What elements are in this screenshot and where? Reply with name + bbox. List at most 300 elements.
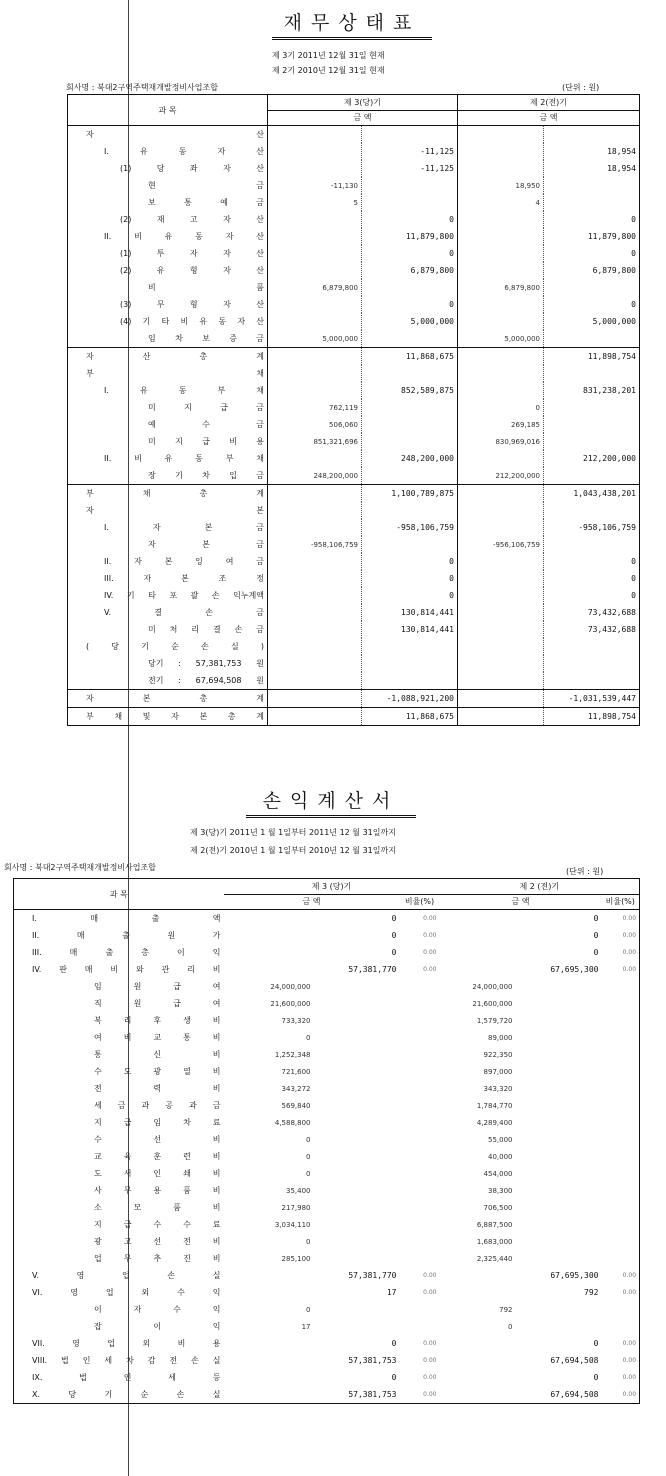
- is-prior-amount: 0: [593, 931, 599, 940]
- income-statement-title: 손익계산서: [246, 786, 416, 818]
- bs-prior-detail: -956,106,759: [458, 536, 544, 553]
- bs-prior-detail: [458, 262, 544, 279]
- bs-prior-detail: 269,185: [458, 416, 544, 433]
- bs-current-detail: -958,106,759: [268, 536, 362, 553]
- bs-current-detail: [268, 502, 362, 519]
- is-current-detail: 569,840: [281, 1101, 311, 1110]
- is-current-ratio: [400, 1029, 440, 1046]
- is-prior-detail: [440, 1386, 516, 1404]
- bs-account-name: 자 산: [86, 130, 264, 139]
- bs-row: [68, 553, 640, 570]
- is-prior-ratio: [602, 1216, 640, 1233]
- is-current-amount: [314, 1012, 400, 1029]
- bs-current-detail: [268, 348, 362, 366]
- bs-current-detail: [268, 587, 362, 604]
- bs-prior-detail: [458, 485, 544, 503]
- bs-row: [68, 502, 640, 519]
- bs-row: [68, 126, 640, 144]
- income-statement-table: [13, 878, 640, 1404]
- bs-prior-amount: 831,238,201: [544, 382, 640, 399]
- is-prior-detail: 922,350: [483, 1050, 513, 1059]
- bs-prior-detail: [458, 519, 544, 536]
- is-account-name: 통 신 비: [94, 1050, 221, 1059]
- is-current-detail: 4,588,800: [274, 1118, 311, 1127]
- bs-row: [68, 211, 640, 228]
- is-prior-ratio: [602, 1182, 640, 1199]
- is-current-detail: [224, 1369, 314, 1386]
- is-prior-amount: [516, 1318, 602, 1335]
- bs-account-name: 자 산 총 계: [86, 352, 264, 361]
- bs-current-amount: [362, 330, 458, 348]
- is-current-ratio: 0.00: [423, 915, 437, 922]
- is-current-ratio: [400, 1063, 440, 1080]
- is-current-ratio: [400, 978, 440, 995]
- is-prior-detail: 38,300: [488, 1186, 513, 1195]
- is-current-ratio: [400, 1216, 440, 1233]
- is-header-row: [14, 879, 640, 895]
- is-account-name: 교 육 훈 련 비: [94, 1152, 221, 1161]
- bs-prior-detail: 18,950: [458, 177, 544, 194]
- bs-account-name: 미 지 급 비 용: [148, 437, 264, 446]
- bs-current-amount: 11,868,675: [362, 348, 458, 366]
- bs-account-name: 비 품: [148, 283, 264, 292]
- bs-current-amount: 130,814,441: [362, 604, 458, 621]
- bs-row: [68, 245, 640, 262]
- is-current-ratio: [400, 1097, 440, 1114]
- is-prior-detail: [440, 1335, 516, 1352]
- is-current-detail: 21,600,000: [270, 999, 311, 1008]
- is-current-amount: [314, 978, 400, 995]
- is-header-account: 과 목: [14, 879, 224, 910]
- is-prior-amount: 67,695,300: [550, 1271, 599, 1280]
- bs-current-amount: [362, 279, 458, 296]
- is-prior-detail: 343,320: [483, 1084, 513, 1093]
- is-account-name: III. 매 출 총 이 익: [32, 948, 221, 957]
- is-row: [14, 1335, 640, 1352]
- is-prior-amount: [516, 1233, 602, 1250]
- balance-sheet-table: [67, 94, 640, 726]
- bs-row: [68, 279, 640, 296]
- bs-current-detail: [268, 313, 362, 330]
- bs-prior-amount: 0: [544, 296, 640, 313]
- is-current-ratio: [400, 1301, 440, 1318]
- is-period-prior: 제 2(전)기 2010년 1 월 1일부터 2010년 12 월 31일까지: [190, 846, 396, 855]
- is-account-name: II. 매 출 원 가: [32, 931, 221, 940]
- bs-prior-amount: [544, 399, 640, 416]
- bs-row: [68, 399, 640, 416]
- bs-header-current: 제 3(당)기: [268, 95, 458, 111]
- is-current-ratio: [400, 1233, 440, 1250]
- is-current-amount: 0: [391, 1373, 397, 1382]
- bs-account-name: 부 채 및 자 본 총 계: [86, 712, 264, 721]
- is-current-ratio: [400, 1080, 440, 1097]
- bs-prior-detail: 0: [458, 399, 544, 416]
- bs-prior-amount: -958,106,759: [544, 519, 640, 536]
- is-prior-amount: [516, 1097, 602, 1114]
- is-current-ratio: [400, 1114, 440, 1131]
- is-prior-amount: [516, 1114, 602, 1131]
- bs-prior-amount: 5,000,000: [544, 313, 640, 330]
- is-account-name: 소 모 품 비: [94, 1203, 221, 1212]
- is-company-name: 회사명 : 북대2구역주택재개발정비사업조합: [4, 863, 156, 872]
- bs-row: [68, 365, 640, 382]
- is-current-amount: [314, 1080, 400, 1097]
- is-current-detail: 3,034,110: [274, 1220, 311, 1229]
- bs-current-detail: [268, 553, 362, 570]
- bs-prior-amount: [544, 433, 640, 450]
- is-prior-ratio: [602, 1233, 640, 1250]
- bs-row: [68, 143, 640, 160]
- is-prior-ratio: 0.00: [622, 949, 637, 956]
- bs-prior-amount: 18,954: [544, 143, 640, 160]
- is-row: [14, 1301, 640, 1318]
- is-current-amount: 57,381,770: [348, 965, 397, 974]
- is-prior-detail: 1,784,770: [476, 1101, 513, 1110]
- is-prior-amount: [516, 1029, 602, 1046]
- bs-current-detail: [268, 296, 362, 313]
- bs-prior-amount: [544, 416, 640, 433]
- bs-current-amount: [362, 502, 458, 519]
- bs-account-name: 자 본 총 계: [86, 694, 264, 703]
- is-prior-amount: [516, 1165, 602, 1182]
- is-prior-ratio: [602, 1199, 640, 1216]
- is-current-detail: [224, 1267, 314, 1284]
- is-row: [14, 1386, 640, 1404]
- bs-current-detail: [268, 570, 362, 587]
- is-current-amount: [314, 1114, 400, 1131]
- is-prior-detail: 706,500: [483, 1203, 513, 1212]
- bs-current-amount: [362, 416, 458, 433]
- bs-prior-amount: [544, 638, 640, 655]
- bs-period-current: 제 3기 2011년 12월 31일 현재: [272, 51, 385, 60]
- bs-account-name: 예 수 금: [148, 420, 264, 429]
- bs-row: [68, 604, 640, 621]
- is-current-ratio: [400, 1182, 440, 1199]
- bs-prior-detail: [458, 245, 544, 262]
- is-prior-amount: 67,695,300: [550, 965, 599, 974]
- bs-row: [68, 416, 640, 433]
- is-prior-ratio: [602, 1029, 640, 1046]
- is-row: [14, 1233, 640, 1250]
- is-current-ratio: 0.00: [423, 966, 437, 973]
- is-prior-detail: 1,579,720: [476, 1016, 513, 1025]
- is-prior-detail: 792: [499, 1305, 513, 1314]
- bs-account-name: 전기 : 67,694,508 원: [148, 676, 264, 685]
- bs-row: [68, 655, 640, 672]
- bs-account-name: (2) 재 고 자 산: [120, 215, 264, 224]
- is-prior-ratio: 0.00: [622, 1289, 637, 1296]
- bs-current-detail: [268, 485, 362, 503]
- bs-account-name: II. 비 유 동 부 채: [104, 454, 264, 463]
- is-prior-detail: 24,000,000: [472, 982, 513, 991]
- bs-account-name: 장 기 차 입 금: [148, 471, 264, 480]
- is-current-ratio: 0.00: [423, 932, 437, 939]
- bs-account-name: (2) 유 형 자 산: [120, 266, 264, 275]
- is-current-ratio: 0.00: [423, 1272, 437, 1279]
- bs-current-detail: [268, 365, 362, 382]
- bs-unit: (단위 : 원): [562, 83, 600, 92]
- bs-current-detail: [268, 519, 362, 536]
- is-prior-ratio: [602, 1046, 640, 1063]
- is-current-detail: [224, 944, 314, 961]
- bs-current-amount: -958,106,759: [362, 519, 458, 536]
- is-row: [14, 1148, 640, 1165]
- bs-prior-detail: [458, 638, 544, 655]
- is-prior-detail: 2,325,440: [476, 1254, 513, 1263]
- is-prior-detail: [440, 944, 516, 961]
- is-current-amount: [314, 1165, 400, 1182]
- is-row: [14, 1063, 640, 1080]
- bs-account-name: 당기 : 57,381,753 원: [148, 659, 264, 668]
- bs-account-name: (4) 기 타 비 유 동 자 산: [120, 317, 264, 326]
- is-prior-detail: [440, 1369, 516, 1386]
- is-row: [14, 1131, 640, 1148]
- bs-prior-amount: [544, 536, 640, 553]
- is-prior-ratio: [602, 1301, 640, 1318]
- bs-prior-amount: 11,898,754: [544, 708, 640, 726]
- bs-header-current-amount: 금 액: [268, 110, 458, 126]
- is-prior-detail: 21,600,000: [472, 999, 513, 1008]
- is-prior-ratio: [602, 1080, 640, 1097]
- is-row: [14, 1165, 640, 1182]
- bs-row: [68, 330, 640, 348]
- is-row: [14, 944, 640, 961]
- is-prior-amount: 792: [584, 1288, 599, 1297]
- is-prior-amount: [516, 1199, 602, 1216]
- bs-row: [68, 313, 640, 330]
- is-account-name: VIII. 법 인 세 차 감 전 손 실: [32, 1356, 221, 1365]
- bs-row: [68, 570, 640, 587]
- bs-account-name: V. 결 손 금: [104, 608, 264, 617]
- is-prior-detail: [440, 910, 516, 928]
- is-prior-ratio: [602, 1131, 640, 1148]
- is-prior-detail: 40,000: [488, 1152, 513, 1161]
- is-prior-detail: 89,000: [488, 1033, 513, 1042]
- bs-account-name: 미 지 급 금: [148, 403, 264, 412]
- bs-row: [68, 382, 640, 399]
- is-row: [14, 1114, 640, 1131]
- bs-current-detail: [268, 690, 362, 708]
- bs-row: [68, 177, 640, 194]
- is-prior-amount: 0: [593, 914, 599, 923]
- is-current-ratio: 0.00: [423, 1357, 437, 1364]
- is-prior-ratio: [602, 1063, 640, 1080]
- bs-row: [68, 485, 640, 503]
- bs-prior-detail: [458, 126, 544, 144]
- is-current-ratio: [400, 1165, 440, 1182]
- is-prior-detail: 6,887,500: [476, 1220, 513, 1229]
- is-current-ratio: 0.00: [423, 1289, 437, 1296]
- bs-prior-amount: 73,432,688: [544, 621, 640, 638]
- is-prior-amount: [516, 1063, 602, 1080]
- is-account-name: 복 리 후 생 비: [94, 1016, 221, 1025]
- bs-current-amount: 0: [362, 245, 458, 262]
- is-account-name: 세 금 과 공 과 금: [94, 1101, 221, 1110]
- bs-row: [68, 467, 640, 485]
- is-current-amount: [314, 1216, 400, 1233]
- is-prior-amount: 67,694,508: [550, 1390, 599, 1399]
- bs-prior-amount: [544, 365, 640, 382]
- bs-current-detail: 5: [268, 194, 362, 211]
- is-account-name: VI. 영 업 외 수 익: [32, 1288, 221, 1297]
- is-current-amount: [314, 1148, 400, 1165]
- is-account-name: X. 당 기 순 손 실: [32, 1390, 221, 1399]
- is-current-ratio: [400, 1046, 440, 1063]
- is-row: [14, 1318, 640, 1335]
- bs-prior-amount: 73,432,688: [544, 604, 640, 621]
- is-current-amount: [314, 1029, 400, 1046]
- bs-current-amount: -11,125: [362, 143, 458, 160]
- balance-sheet-title: 재무상태표: [272, 8, 432, 40]
- bs-row: [68, 519, 640, 536]
- is-row: [14, 1029, 640, 1046]
- bs-current-detail: [268, 382, 362, 399]
- is-current-detail: [224, 1335, 314, 1352]
- is-prior-amount: [516, 1012, 602, 1029]
- is-prior-ratio: 0.00: [622, 1391, 637, 1398]
- is-row: [14, 1199, 640, 1216]
- bs-current-amount: 0: [362, 211, 458, 228]
- bs-account-name: 미 처 리 결 손 금: [148, 625, 264, 634]
- is-prior-detail: [440, 1284, 516, 1301]
- bs-prior-detail: [458, 553, 544, 570]
- is-period-current: 제 3(당)기 2011년 1 월 1일부터 2011년 12 월 31일까지: [190, 828, 396, 837]
- bs-prior-amount: 1,043,438,201: [544, 485, 640, 503]
- is-current-detail: 17: [301, 1322, 311, 1331]
- is-row: [14, 978, 640, 995]
- is-prior-detail: [440, 927, 516, 944]
- is-account-name: 지 급 수 수 료: [94, 1220, 221, 1229]
- is-prior-ratio: 0.00: [622, 915, 637, 922]
- is-unit: (단위 : 원): [566, 867, 604, 876]
- bs-account-name: 임 차 보 증 금: [148, 334, 264, 343]
- bs-current-amount: [362, 433, 458, 450]
- is-current-amount: [314, 1233, 400, 1250]
- bs-prior-amount: 11,879,800: [544, 228, 640, 245]
- is-current-detail: [224, 1386, 314, 1404]
- is-prior-ratio: 0.00: [622, 966, 637, 973]
- bs-prior-detail: 212,200,000: [458, 467, 544, 485]
- bs-prior-amount: 0: [544, 211, 640, 228]
- is-account-name: I. 매 출 액: [32, 914, 221, 923]
- bs-current-detail: 851,321,696: [268, 433, 362, 450]
- is-prior-ratio: 0.00: [622, 1357, 637, 1364]
- is-account-name: IX. 법 인 세 등: [32, 1373, 221, 1382]
- bs-row: [68, 638, 640, 655]
- bs-account-name: 현 금: [148, 181, 264, 190]
- bs-prior-amount: 0: [544, 245, 640, 262]
- is-account-name: 업 무 추 진 비: [94, 1254, 221, 1263]
- bs-prior-detail: [458, 160, 544, 177]
- bs-prior-amount: [544, 279, 640, 296]
- is-current-detail: 24,000,000: [270, 982, 311, 991]
- is-prior-amount: [516, 1046, 602, 1063]
- is-prior-amount: 0: [593, 1373, 599, 1382]
- is-current-ratio: 0.00: [423, 1340, 437, 1347]
- is-header-prior: 제 2 (전)기: [440, 879, 640, 895]
- bs-row: [68, 296, 640, 313]
- is-prior-detail: 897,000: [483, 1067, 513, 1076]
- is-row: [14, 910, 640, 928]
- is-current-amount: 0: [391, 1339, 397, 1348]
- bs-prior-detail: [458, 348, 544, 366]
- is-current-detail: [224, 1352, 314, 1369]
- bs-row: [68, 348, 640, 366]
- is-current-detail: 0: [306, 1135, 311, 1144]
- bs-prior-amount: [544, 502, 640, 519]
- bs-prior-detail: [458, 708, 544, 726]
- is-row: [14, 1216, 640, 1233]
- bs-row: [68, 672, 640, 690]
- bs-current-amount: [362, 126, 458, 144]
- bs-current-amount: 1,100,789,875: [362, 485, 458, 503]
- is-current-amount: [314, 1182, 400, 1199]
- bs-current-detail: [268, 126, 362, 144]
- is-row: [14, 1182, 640, 1199]
- is-row: [14, 1250, 640, 1267]
- is-current-detail: 0: [306, 1033, 311, 1042]
- is-prior-ratio: [602, 1318, 640, 1335]
- bs-current-detail: [268, 143, 362, 160]
- bs-row: [68, 690, 640, 708]
- bs-prior-amount: [544, 467, 640, 485]
- bs-current-amount: 852,589,875: [362, 382, 458, 399]
- is-header-current-ratio: 비율(%): [400, 894, 440, 910]
- is-account-name: V. 영 업 손 실: [32, 1271, 221, 1280]
- is-current-amount: [314, 1046, 400, 1063]
- is-current-detail: 1,252,348: [274, 1050, 311, 1059]
- is-current-amount: [314, 1301, 400, 1318]
- bs-account-name: 자 본: [86, 506, 264, 515]
- bs-prior-amount: 0: [544, 570, 640, 587]
- is-prior-ratio: 0.00: [622, 1272, 637, 1279]
- is-header-current: 제 3 (당)기: [224, 879, 440, 895]
- is-prior-amount: [516, 1182, 602, 1199]
- bs-current-detail: [268, 245, 362, 262]
- bs-prior-amount: 0: [544, 553, 640, 570]
- is-current-amount: [314, 1131, 400, 1148]
- bs-current-detail: [268, 160, 362, 177]
- is-account-name: 임 원 급 여: [94, 982, 221, 991]
- bs-prior-detail: [458, 382, 544, 399]
- bs-account-name: (3) 무 형 자 산: [120, 300, 264, 309]
- is-row: [14, 995, 640, 1012]
- bs-current-amount: 0: [362, 570, 458, 587]
- is-current-detail: 35,400: [286, 1186, 311, 1195]
- bs-current-detail: [268, 621, 362, 638]
- bs-row: [68, 228, 640, 245]
- is-prior-detail: [440, 961, 516, 978]
- is-row: [14, 1267, 640, 1284]
- is-prior-ratio: [602, 995, 640, 1012]
- bs-row: [68, 194, 640, 211]
- bs-account-name: II. 자 본 잉 여 금: [104, 557, 264, 566]
- bs-prior-amount: [544, 177, 640, 194]
- bs-row: [68, 587, 640, 604]
- bs-account-name: IV. 기 타 포 괄 손 익누계액: [104, 591, 264, 600]
- bs-row: [68, 621, 640, 638]
- is-current-ratio: 0.00: [423, 949, 437, 956]
- bs-header-prior-amount: 금 액: [458, 110, 640, 126]
- is-current-detail: 0: [306, 1305, 311, 1314]
- bs-prior-detail: [458, 211, 544, 228]
- is-current-amount: 57,381,753: [348, 1390, 397, 1399]
- bs-account-name: I. 유 동 부 채: [104, 386, 264, 395]
- bs-prior-amount: [544, 194, 640, 211]
- is-current-detail: 343,272: [281, 1084, 311, 1093]
- is-current-amount: 57,381,753: [348, 1356, 397, 1365]
- bs-prior-amount: 11,898,754: [544, 348, 640, 366]
